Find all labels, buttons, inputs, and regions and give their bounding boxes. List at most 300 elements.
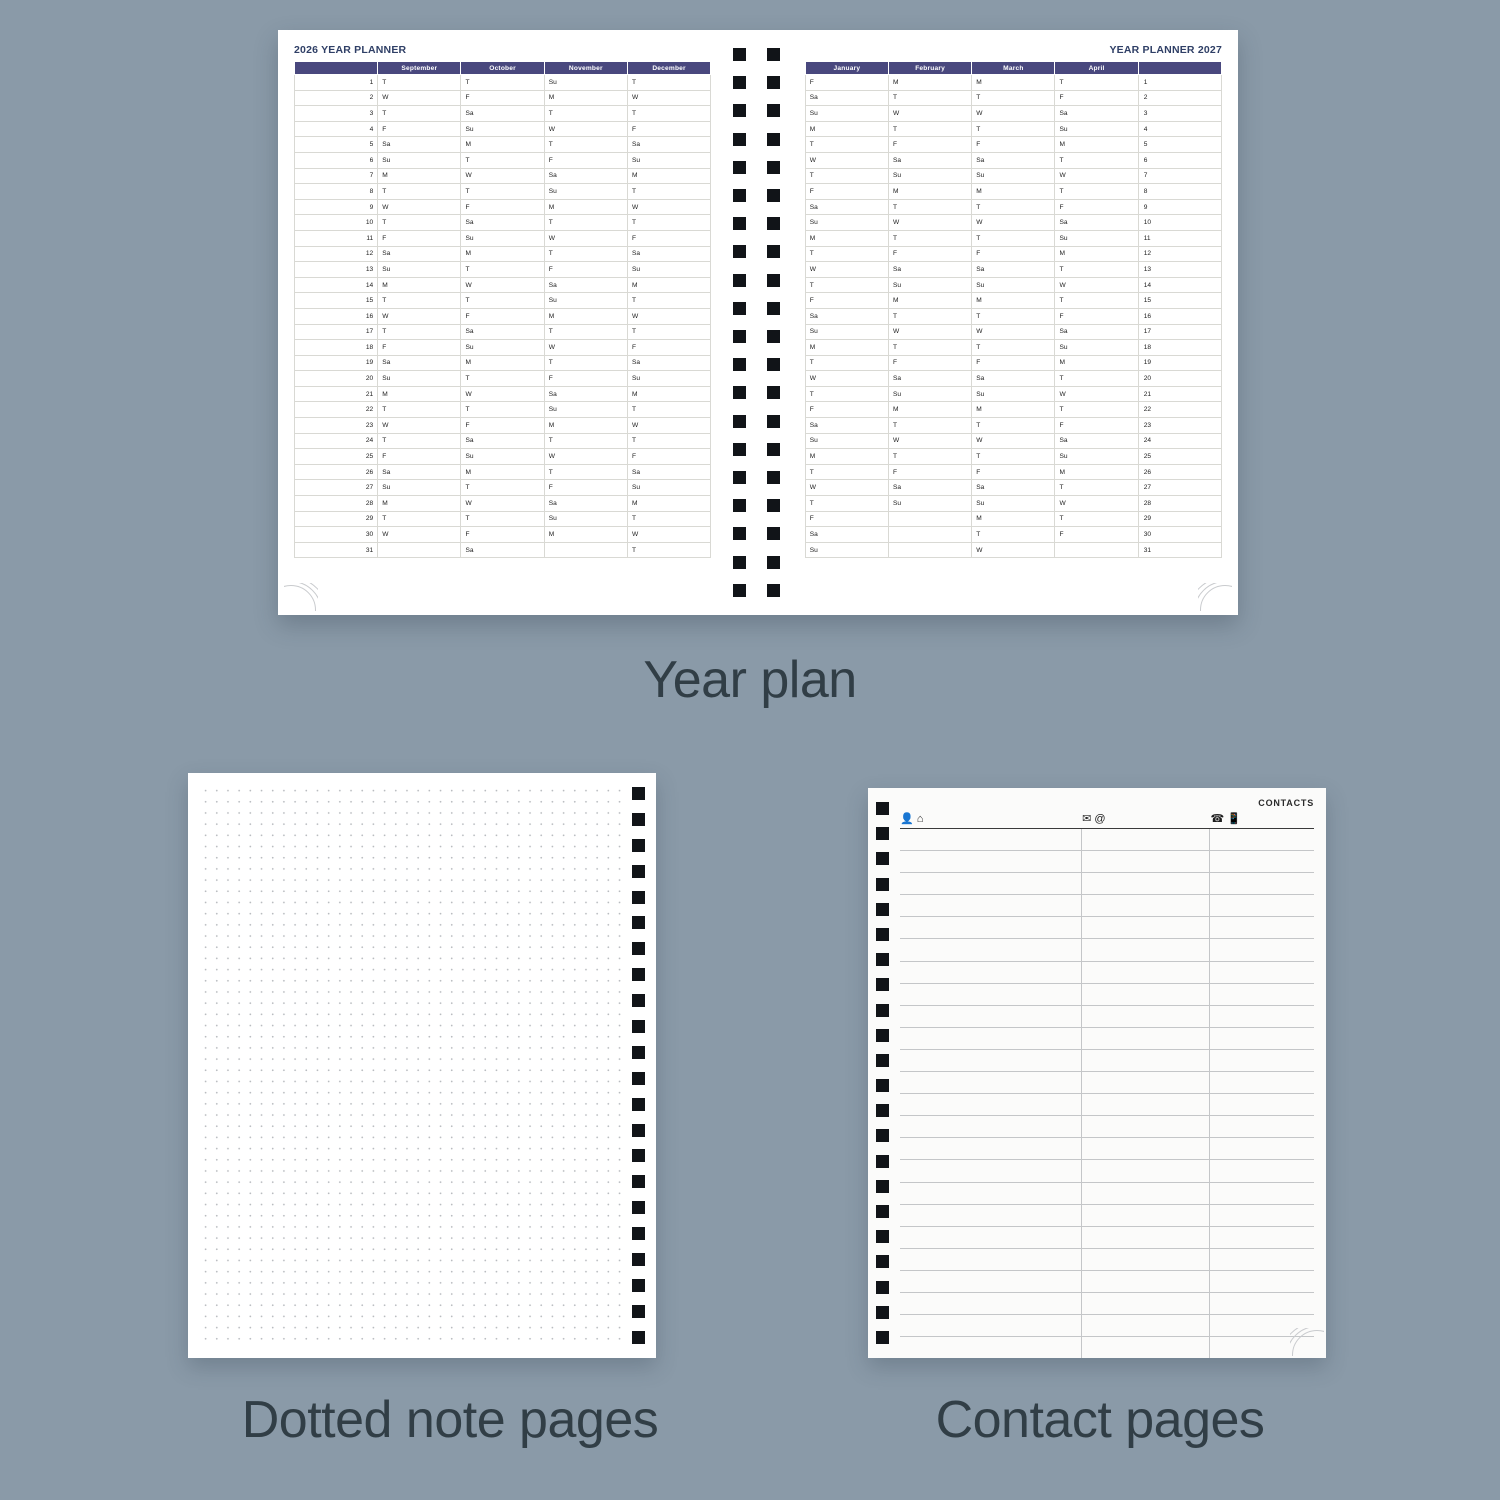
contact-row[interactable] (900, 1183, 1314, 1205)
day-cell: M (1055, 246, 1138, 262)
contact-email-field[interactable] (1082, 1028, 1210, 1049)
contact-phone-field[interactable] (1210, 1160, 1314, 1181)
envelope-icon: ✉ (1082, 813, 1092, 825)
day-cell: T (972, 449, 1055, 465)
day-number: 18 (295, 340, 378, 356)
day-cell: M (627, 277, 710, 293)
contact-phone-field[interactable] (1210, 873, 1314, 894)
table-row (295, 184, 711, 200)
contact-email-field[interactable] (1082, 1094, 1210, 1115)
table-row (805, 542, 1221, 558)
day-cell: Su (378, 152, 461, 168)
day-number: 1 (295, 75, 378, 91)
contact-phone-field[interactable] (1210, 939, 1314, 960)
day-cell: W (627, 418, 710, 434)
spiral-hole (767, 443, 780, 456)
day-cell: Sa (1055, 324, 1138, 340)
day-cell: T (378, 106, 461, 122)
day-number: 29 (1138, 511, 1221, 527)
day-cell: T (889, 449, 972, 465)
spiral-hole (632, 1124, 645, 1137)
day-number: 22 (295, 402, 378, 418)
contact-row[interactable] (900, 1050, 1314, 1072)
contact-row[interactable] (900, 895, 1314, 917)
contact-phone-field[interactable] (1210, 1271, 1314, 1292)
contact-phone-field[interactable] (1210, 829, 1314, 850)
day-cell: M (378, 386, 461, 402)
day-cell: F (378, 230, 461, 246)
contact-email-field[interactable] (1082, 962, 1210, 983)
day-cell: W (972, 433, 1055, 449)
day-cell: M (378, 168, 461, 184)
contact-row[interactable] (900, 1315, 1314, 1337)
day-cell: T (627, 542, 710, 558)
contact-email-field[interactable] (1082, 895, 1210, 916)
day-cell: M (805, 449, 888, 465)
contact-phone-field[interactable] (1210, 917, 1314, 938)
day-cell: Su (1055, 449, 1138, 465)
day-cell: F (1055, 90, 1138, 106)
day-cell: W (1055, 496, 1138, 512)
contact-row[interactable] (900, 1138, 1314, 1160)
page-corner-arc (284, 583, 318, 611)
day-cell: W (461, 386, 544, 402)
spiral-hole (876, 1230, 889, 1243)
day-number: 1 (1138, 75, 1221, 91)
table-row (295, 106, 711, 122)
day-cell: W (889, 433, 972, 449)
day-cell: F (805, 75, 888, 91)
spiral-hole (876, 1255, 889, 1268)
contact-name-field[interactable] (900, 1315, 1082, 1336)
day-number: 4 (295, 121, 378, 137)
day-cell: W (378, 90, 461, 106)
day-cell: T (544, 355, 627, 371)
contact-phone-field[interactable] (1210, 984, 1314, 1005)
contact-row[interactable] (900, 917, 1314, 939)
day-cell: Su (889, 386, 972, 402)
day-cell: Sa (1055, 433, 1138, 449)
contact-phone-field[interactable] (1210, 1028, 1314, 1049)
spiral-hole (767, 76, 780, 89)
spiral-hole (876, 1180, 889, 1193)
dot-grid (200, 785, 624, 1345)
day-number: 25 (1138, 449, 1221, 465)
table-row (805, 355, 1221, 371)
contact-phone-field[interactable] (1210, 1138, 1314, 1159)
contact-row[interactable] (900, 1094, 1314, 1116)
contact-name-field[interactable] (900, 873, 1082, 894)
contact-row[interactable] (900, 1293, 1314, 1315)
contact-name-field[interactable] (900, 1138, 1082, 1159)
day-cell: Sa (972, 371, 1055, 387)
day-number: 19 (1138, 355, 1221, 371)
spiral-hole (632, 891, 645, 904)
table-row (295, 433, 711, 449)
day-number: 5 (1138, 137, 1221, 153)
spiral-hole (767, 330, 780, 343)
day-number: 15 (1138, 293, 1221, 309)
day-cell: M (972, 184, 1055, 200)
day-cell: T (544, 464, 627, 480)
day-cell: T (1055, 75, 1138, 91)
contact-name-field[interactable] (900, 984, 1082, 1005)
day-cell: T (805, 277, 888, 293)
table-row (805, 324, 1221, 340)
contact-phone-field[interactable] (1210, 1094, 1314, 1115)
contact-row[interactable] (900, 1227, 1314, 1249)
table-row (805, 418, 1221, 434)
day-cell: M (1055, 355, 1138, 371)
day-number: 16 (1138, 308, 1221, 324)
spiral-hole (767, 189, 780, 202)
day-cell: F (1055, 308, 1138, 324)
table-row (805, 402, 1221, 418)
day-cell: T (378, 433, 461, 449)
table-row (805, 340, 1221, 356)
day-cell: W (1055, 386, 1138, 402)
day-cell: M (461, 246, 544, 262)
day-cell: T (378, 293, 461, 309)
day-cell: Su (627, 371, 710, 387)
spiral-hole (733, 527, 746, 540)
year-planner-spread (278, 30, 1238, 615)
spiral-hole (733, 358, 746, 371)
day-cell: Sa (378, 464, 461, 480)
day-number: 5 (295, 137, 378, 153)
day-cell: W (972, 324, 1055, 340)
contact-row[interactable] (900, 1271, 1314, 1293)
day-cell: T (1055, 480, 1138, 496)
contact-row[interactable] (900, 1028, 1314, 1050)
table-row (295, 308, 711, 324)
spiral-hole (767, 274, 780, 287)
contact-row[interactable] (900, 984, 1314, 1006)
day-cell: T (889, 418, 972, 434)
day-cell: Sa (461, 106, 544, 122)
contact-phone-field[interactable] (1210, 1249, 1314, 1270)
day-number: 27 (1138, 480, 1221, 496)
spiral-hole (876, 852, 889, 865)
contact-email-field[interactable] (1082, 851, 1210, 872)
day-number: 28 (295, 496, 378, 512)
day-cell: M (544, 90, 627, 106)
contacts-email-header (1082, 812, 1210, 825)
day-cell: T (461, 262, 544, 278)
day-cell: W (889, 106, 972, 122)
contact-name-field[interactable] (900, 1183, 1082, 1204)
contact-row[interactable] (900, 962, 1314, 984)
day-cell: Sa (805, 418, 888, 434)
day-cell: Su (378, 371, 461, 387)
day-cell: M (544, 199, 627, 215)
day-cell: W (1055, 277, 1138, 293)
spiral-hole (733, 48, 746, 61)
day-cell: F (805, 511, 888, 527)
day-cell: T (805, 168, 888, 184)
contact-email-field[interactable] (1082, 1315, 1210, 1336)
table-row (805, 308, 1221, 324)
day-cell: W (627, 308, 710, 324)
spiral-hole (767, 584, 780, 597)
day-cell: M (805, 230, 888, 246)
day-cell: M (544, 308, 627, 324)
contact-email-field[interactable] (1082, 1271, 1210, 1292)
day-cell: Su (544, 293, 627, 309)
day-number: 8 (295, 184, 378, 200)
table-row (295, 75, 711, 91)
table-row (295, 324, 711, 340)
contact-phone-field[interactable] (1210, 1072, 1314, 1093)
day-cell: W (805, 262, 888, 278)
contact-name-field[interactable] (900, 917, 1082, 938)
contact-email-field[interactable] (1082, 1227, 1210, 1248)
day-cell: T (805, 246, 888, 262)
spiral-hole (733, 443, 746, 456)
day-cell: T (972, 308, 1055, 324)
day-cell: F (972, 137, 1055, 153)
contact-phone-field[interactable] (1210, 1293, 1314, 1314)
day-cell: T (1055, 293, 1138, 309)
contact-name-field[interactable] (900, 1227, 1082, 1248)
day-cell: M (378, 277, 461, 293)
contact-phone-field[interactable] (1210, 1227, 1314, 1248)
table-row (805, 480, 1221, 496)
day-cell (1055, 542, 1138, 558)
contact-row[interactable] (900, 1116, 1314, 1138)
contact-phone-field[interactable] (1210, 851, 1314, 872)
contact-email-field[interactable] (1082, 1293, 1210, 1314)
day-number: 17 (295, 324, 378, 340)
contact-email-field[interactable] (1082, 1006, 1210, 1027)
contact-name-field[interactable] (900, 1205, 1082, 1226)
day-cell: W (627, 90, 710, 106)
contact-row[interactable] (900, 1249, 1314, 1271)
day-cell: T (378, 511, 461, 527)
day-number: 2 (1138, 90, 1221, 106)
day-number: 19 (295, 355, 378, 371)
contact-name-field[interactable] (900, 1337, 1082, 1358)
contact-email-field[interactable] (1082, 1138, 1210, 1159)
day-cell: M (889, 293, 972, 309)
spiral-hole (876, 1004, 889, 1017)
day-cell: Sa (544, 168, 627, 184)
day-cell: W (544, 230, 627, 246)
contact-email-field[interactable] (1082, 939, 1210, 960)
contact-email-field[interactable] (1082, 1116, 1210, 1137)
day-cell: F (889, 246, 972, 262)
contact-email-field[interactable] (1082, 1160, 1210, 1181)
day-cell: W (378, 527, 461, 543)
contact-row[interactable] (900, 1006, 1314, 1028)
table-row (295, 371, 711, 387)
contact-email-field[interactable] (1082, 829, 1210, 850)
contact-row[interactable] (900, 1205, 1314, 1227)
day-cell: T (461, 511, 544, 527)
day-cell: T (889, 199, 972, 215)
day-cell: T (544, 433, 627, 449)
day-cell: Su (805, 215, 888, 231)
contact-row[interactable] (900, 1072, 1314, 1094)
contact-name-field[interactable] (900, 1249, 1082, 1270)
contact-phone-field[interactable] (1210, 1050, 1314, 1071)
day-cell: Sa (889, 262, 972, 278)
day-cell: T (461, 480, 544, 496)
contact-name-field[interactable] (900, 1160, 1082, 1181)
day-cell: Su (627, 152, 710, 168)
day-cell: M (889, 75, 972, 91)
day-number: 9 (1138, 199, 1221, 215)
spiral-hole (632, 813, 645, 826)
day-number: 3 (1138, 106, 1221, 122)
contact-name-field[interactable] (900, 1028, 1082, 1049)
spiral-hole (632, 1098, 645, 1111)
day-cell: Sa (805, 308, 888, 324)
spiral-hole (733, 104, 746, 117)
day-cell: T (378, 215, 461, 231)
contact-email-field[interactable] (1082, 873, 1210, 894)
day-cell: F (889, 464, 972, 480)
contact-email-field[interactable] (1082, 1050, 1210, 1071)
table-row (295, 418, 711, 434)
table-row (295, 199, 711, 215)
spiral-hole (632, 839, 645, 852)
spiral-hole (767, 556, 780, 569)
day-cell (889, 511, 972, 527)
day-cell: W (378, 199, 461, 215)
contact-name-field[interactable] (900, 1116, 1082, 1137)
table-row (805, 496, 1221, 512)
spiral-hole (876, 1155, 889, 1168)
contact-phone-field[interactable] (1210, 1116, 1314, 1137)
spiral-hole (767, 471, 780, 484)
contact-email-field[interactable] (1082, 917, 1210, 938)
contact-phone-field[interactable] (1210, 962, 1314, 983)
contact-name-field[interactable] (900, 895, 1082, 916)
day-cell: Su (1055, 121, 1138, 137)
day-number: 21 (295, 386, 378, 402)
spiral-hole (632, 916, 645, 929)
contact-name-field[interactable] (900, 1271, 1082, 1292)
contact-name-field[interactable] (900, 1072, 1082, 1093)
day-cell: T (461, 402, 544, 418)
spiral-hole (876, 802, 889, 815)
day-number: 6 (1138, 152, 1221, 168)
contact-row[interactable] (900, 939, 1314, 961)
spiral-hole (733, 274, 746, 287)
spiral-hole (876, 1205, 889, 1218)
day-number: 30 (1138, 527, 1221, 543)
day-number: 11 (1138, 230, 1221, 246)
table-row (295, 90, 711, 106)
year-planner-left-page (278, 30, 727, 615)
table-row (295, 293, 711, 309)
contact-row[interactable] (900, 1337, 1314, 1358)
table-row (295, 230, 711, 246)
table-row (805, 246, 1221, 262)
contact-name-field[interactable] (900, 939, 1082, 960)
table-row (805, 527, 1221, 543)
day-cell: T (1055, 152, 1138, 168)
day-cell: W (805, 480, 888, 496)
day-cell: T (461, 293, 544, 309)
contact-email-field[interactable] (1082, 1072, 1210, 1093)
spiral-hole (632, 968, 645, 981)
table-row (295, 542, 711, 558)
contact-email-field[interactable] (1082, 1205, 1210, 1226)
table-row (805, 511, 1221, 527)
day-number: 12 (295, 246, 378, 262)
day-cell: F (1055, 527, 1138, 543)
contact-email-field[interactable] (1082, 984, 1210, 1005)
day-cell: F (378, 449, 461, 465)
day-cell: Su (972, 277, 1055, 293)
spiral-hole (733, 76, 746, 89)
table-row (295, 340, 711, 356)
day-cell: M (805, 340, 888, 356)
contact-name-field[interactable] (900, 1006, 1082, 1027)
spiral-hole (632, 1305, 645, 1318)
day-cell: M (972, 511, 1055, 527)
contact-row[interactable] (900, 851, 1314, 873)
day-cell: T (627, 293, 710, 309)
spiral-hole (632, 865, 645, 878)
table-row (295, 246, 711, 262)
contact-email-field[interactable] (1082, 1249, 1210, 1270)
contact-name-field[interactable] (900, 1050, 1082, 1071)
contact-name-field[interactable] (900, 829, 1082, 850)
contact-phone-field[interactable] (1210, 1183, 1314, 1204)
contacts-name-address-header (900, 812, 1082, 825)
spiral-hole (733, 330, 746, 343)
spiral-hole (876, 878, 889, 891)
spiral-hole (632, 1046, 645, 1059)
caption-year-plan: Year plan (643, 651, 857, 709)
contact-name-field[interactable] (900, 851, 1082, 872)
contact-row[interactable] (900, 1160, 1314, 1182)
day-cell: T (627, 511, 710, 527)
day-cell: Su (461, 121, 544, 137)
table-row (805, 371, 1221, 387)
day-number: 13 (1138, 262, 1221, 278)
contact-row[interactable] (900, 873, 1314, 895)
contact-name-field[interactable] (900, 962, 1082, 983)
day-number-header (295, 62, 378, 75)
contact-phone-field[interactable] (1210, 895, 1314, 916)
contact-name-field[interactable] (900, 1293, 1082, 1314)
spiral-hole (733, 471, 746, 484)
year-planner-right-title: YEAR PLANNER 2027 (1109, 44, 1222, 56)
day-cell: T (972, 199, 1055, 215)
day-cell: Su (627, 480, 710, 496)
day-cell: Su (889, 496, 972, 512)
day-number: 23 (1138, 418, 1221, 434)
day-number: 14 (295, 277, 378, 293)
contact-name-field[interactable] (900, 1094, 1082, 1115)
table-row (805, 152, 1221, 168)
contact-email-field[interactable] (1082, 1183, 1210, 1204)
table-row (805, 262, 1221, 278)
contact-phone-field[interactable] (1210, 1205, 1314, 1226)
spiral-hole (632, 1227, 645, 1240)
day-cell: F (627, 121, 710, 137)
table-row (805, 293, 1221, 309)
table-row (805, 121, 1221, 137)
contact-row[interactable] (900, 829, 1314, 851)
contact-phone-field[interactable] (1210, 1006, 1314, 1027)
spiral-hole (876, 903, 889, 916)
contact-email-field[interactable] (1082, 1337, 1210, 1358)
